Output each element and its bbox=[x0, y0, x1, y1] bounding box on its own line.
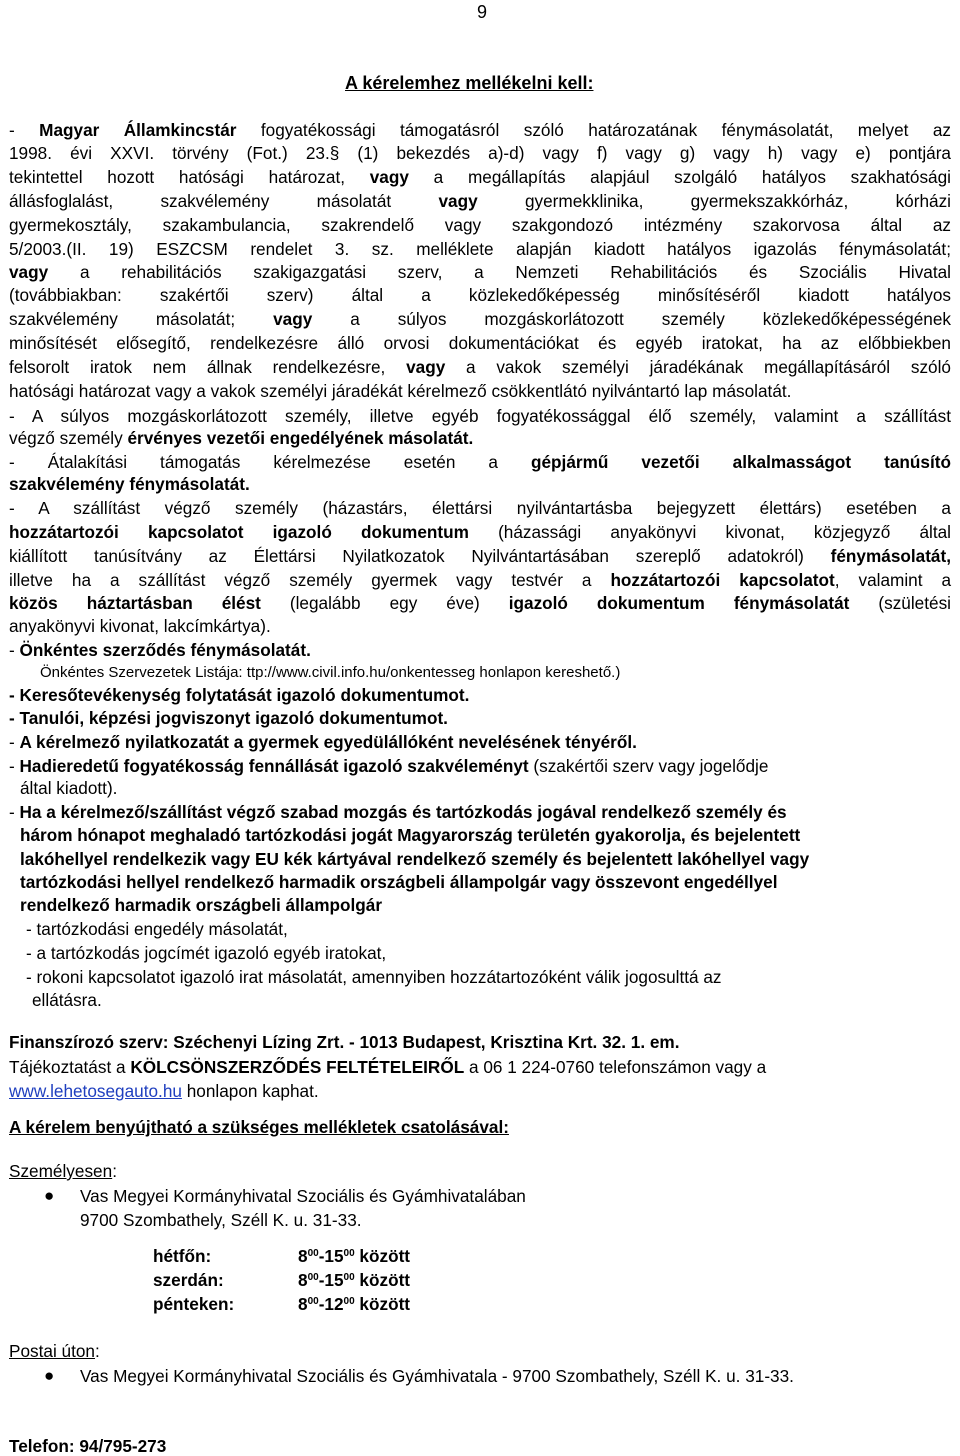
phone-number: Telefon: 94/795-273 bbox=[9, 1436, 167, 1456]
paragraph-relative-l3: kiállított tanúsítvány az Élettársi Nyilatkozatok Nyilvántartásában szereplő adatokról) fénymásolatát, bbox=[9, 546, 951, 566]
schedule-hours: $8^{00}-15^{00}$ között bbox=[298, 1270, 411, 1290]
item-war-disability-line2: által kiadott). bbox=[20, 778, 118, 798]
financer-link-line: www.lehetosegauto.hu honlapon kaphat. bbox=[9, 1081, 319, 1101]
paragraph-line: 1998. évi XXVI. törvény (Fot.) 23.§ (1) bekezdés a)-d) vagy f) vagy g) vagy h) vagy e) pontjára bbox=[9, 143, 951, 163]
paragraph-line: minősítését elősegítő, rendelkezésre álló orvosi dokumentációkat és egyéb iratokat, ha az előbbiekben bbox=[9, 333, 951, 353]
paragraph-driver-license-line1: - A súlyos mozgáskorlátozott személy, illetve egyéb fogyatékossággal élő személy, valamint a szállítást bbox=[9, 406, 951, 426]
paragraph-line: hatósági határozat vagy a vakok személyi járadékát kérelmező csökkentlátó nyilvántartó lap másolatát. bbox=[9, 381, 792, 401]
schedule-hours: $8^{00}-15^{00}$ között bbox=[298, 1246, 411, 1266]
eu-sub-residence-permit: - tartózkodási engedély másolatát, bbox=[26, 919, 288, 939]
eu-line1: - Ha a kérelmező/szállítást végző szabad mozgás és tartózkodás jogával rendelkező személy és bbox=[9, 802, 787, 822]
eu-sub-kinship-line2: ellátásra. bbox=[32, 990, 102, 1010]
personal-label: Személyesen: bbox=[9, 1161, 117, 1181]
paragraph-transformation-line2: szakvélemény fénymásolatát. bbox=[9, 474, 250, 494]
page-number: 9 bbox=[477, 2, 488, 22]
item-single-parent: - A kérelmező nyilatkozatát a gyermek egyedülállóként nevelésének tényéről. bbox=[9, 732, 637, 752]
paragraph-line: (továbbiakban: szakértői szerv) által a közlekedőképesség minősítéséről kiadott hatályos bbox=[9, 285, 951, 305]
schedule-day: pénteken: bbox=[153, 1294, 235, 1314]
paragraph-relative-l2: hozzátartozói kapcsolatot igazoló dokumentum (házassági anyakönyvi kivonat, közjegyző által bbox=[9, 522, 951, 542]
paragraph-transformation-line1: - Átalakítási támogatás kérelmezése esetén a gépjármű vezetői alkalmasságot tanúsító bbox=[9, 452, 951, 472]
schedule-day: hétfőn: bbox=[153, 1246, 212, 1266]
eu-sub-residence-documents: - a tartózkodás jogcímét igazoló egyéb iratokat, bbox=[26, 943, 387, 963]
voluntary-list-note: Önkéntes Szervezetek Listája: ttp://www.civil.info.hu/onkentesseg honlapon kereshető.) bbox=[40, 664, 621, 681]
office-postal: Vas Megyei Kormányhivatal Szociális és Gyámhivatala - 9700 Szombathely, Széll K. u. 31-33. bbox=[80, 1366, 794, 1386]
paragraph-relative-l5: közös háztartásban élést (legalább egy éve) igazoló dokumentum fénymásolatát (születési bbox=[9, 593, 951, 613]
eu-line5: rendelkező harmadik országbeli állampolgár bbox=[20, 895, 383, 915]
submission-heading: A kérelem benyújtható a szükséges mellékletek csatolásával: bbox=[9, 1117, 509, 1137]
website-link[interactable]: www.lehetosegauto.hu bbox=[9, 1081, 182, 1101]
paragraph-relative-l6: anyakönyvi kivonat, lakcímkártya). bbox=[9, 616, 271, 636]
item-war-disability: - Hadieredetű fogyatékosság fennállását igazoló szakvéleményt (szakértői szerv vagy jogelődje bbox=[9, 756, 769, 776]
paragraph-line: szakvélemény másolatát; vagy a súlyos mozgáskorlátozott személy közlekedőképességének bbox=[9, 309, 951, 329]
paragraph-line: állásfoglalást, szakvélemény másolatát vagy gyermekklinika, gyermekszakkórház, kórházi bbox=[9, 191, 951, 211]
section-heading: A kérelemhez mellékelni kell: bbox=[345, 73, 594, 93]
paragraph-relative-l4: illetve ha a szállítást végző személy gyermek vagy testvér a hozzátartozói kapcsolatot, valamint a bbox=[9, 570, 952, 590]
paragraph-line: - Magyar Államkincstár fogyatékossági támogatásról szóló határozatának fénymásolatát, melyet az bbox=[9, 120, 951, 140]
item-voluntary-contract: - Önkéntes szerződés fénymásolatát. bbox=[9, 640, 311, 660]
paragraph-line: tekintettel hozott hatósági határozat, vagy a megállapítás alapjául szolgáló hatályos szakhatósági bbox=[9, 167, 951, 187]
eu-line2: három hónapot meghaladó tartózkodási jogát Magyarország területén gyakorolja, és bejelentett bbox=[20, 825, 801, 845]
schedule-day: szerdán: bbox=[153, 1270, 224, 1290]
paragraph-line: felsorolt iratok nem állnak rendelkezésre, vagy a vakok személyi járadékának megállapításáról szóló bbox=[9, 357, 951, 377]
eu-line4: tartózkodási hellyel rendelkező harmadik országbeli állampolgár vagy összevont engedéllyel bbox=[20, 872, 778, 892]
paragraph-driver-license-line2: végző személy érvényes vezetői engedélyének másolatát. bbox=[9, 428, 474, 448]
paragraph-line: vagy a rehabilitációs szakigazgatási szerv, a Nemzeti Rehabilitációs és Szociális Hivatal bbox=[9, 262, 951, 282]
financer-line: Finanszírozó szerv: Széchenyi Lízing Zrt. - 1013 Budapest, Krisztina Krt. 32. 1. em. bbox=[9, 1032, 680, 1052]
bullet-icon: ● bbox=[44, 1186, 55, 1205]
postal-label: Postai úton: bbox=[9, 1341, 100, 1361]
office-name-personal: Vas Megyei Kormányhivatal Szociális és Gyámhivatalában bbox=[80, 1186, 526, 1206]
financer-info: Tájékoztatást a KÖLCSÖNSZERZŐDÉS FELTÉTELEIRŐL a 06 1 224-0760 telefonszámon vagy a bbox=[9, 1057, 767, 1077]
eu-line3: lakóhellyel rendelkezik vagy EU kék kártyával rendelkező személy és bejelentett lakóhellyel vagy bbox=[20, 849, 810, 869]
office-address-personal: 9700 Szombathely, Széll K. u. 31-33. bbox=[80, 1210, 362, 1230]
paragraph-line: 5/2003.(II. 19) ESZCSM rendelet 3. sz. melléklete alapján kiadott hatályos igazolás fénymásolatát; bbox=[9, 239, 951, 259]
eu-sub-kinship: - rokoni kapcsolatot igazoló irat másolatát, amennyiben hozzátartozóként válik jogosulttá az bbox=[26, 967, 722, 987]
paragraph-line: gyermekosztály, szakambulancia, szakrendelő vagy szakgondozó intézmény szakorvosa által az bbox=[9, 215, 951, 235]
paragraph-relative-l1: - A szállítást végző személy (házastárs, élettársi nyilvántartásba bejegyzett élettárs) esetében a bbox=[9, 498, 951, 518]
item-student: - Tanulói, képzési jogviszonyt igazoló dokumentumot. bbox=[9, 708, 448, 728]
bullet-icon: ● bbox=[44, 1366, 55, 1385]
item-employment: - Keresőtevékenység folytatását igazoló dokumentumot. bbox=[9, 685, 470, 705]
schedule-hours: $8^{00}-12^{00}$ között bbox=[298, 1294, 411, 1314]
